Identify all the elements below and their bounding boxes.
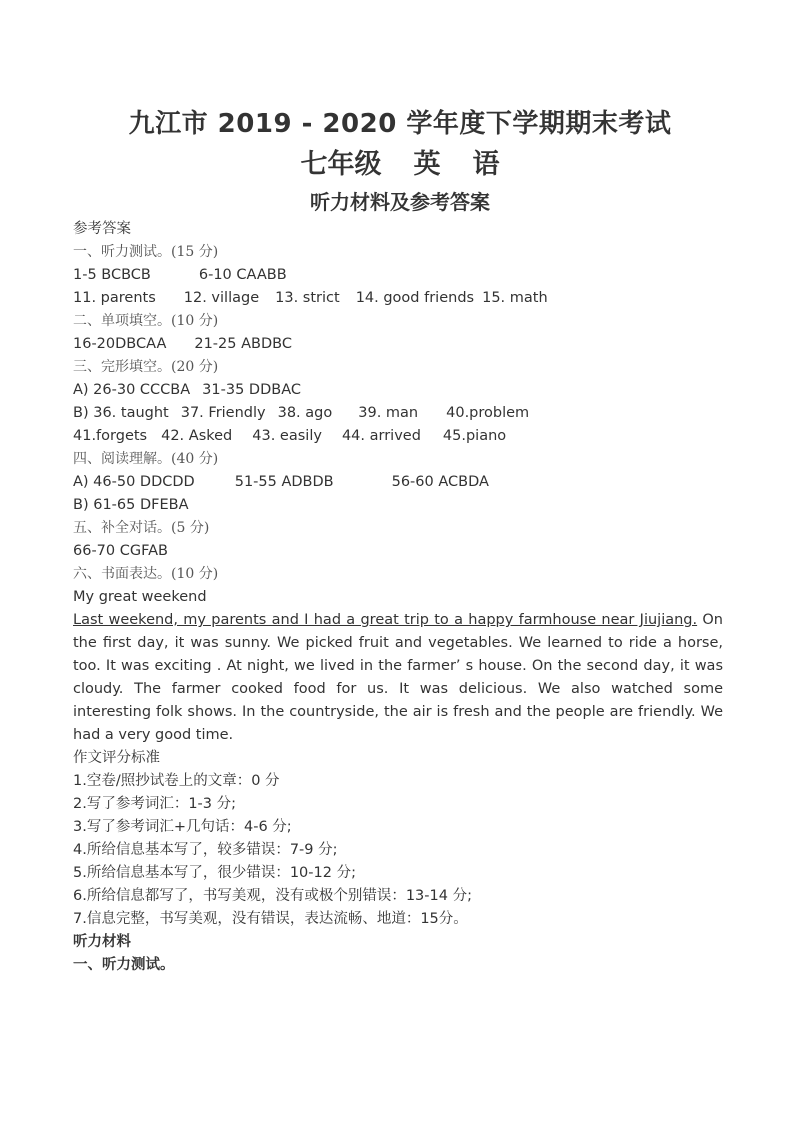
section-6-title: 六、书面表达。(10 分) [73, 566, 219, 582]
section-3-row-b [73, 402, 723, 425]
answer-group: 51-55 ADBDB [234, 474, 334, 490]
answer-item: 41.forgets [73, 428, 148, 444]
grade-subject [0, 142, 800, 181]
scoring-item: 6.所给信息都写了，书写美观，没有或极个别错误：13-14 分; [73, 888, 472, 904]
answer-item: 43. easily [252, 428, 322, 444]
answer-item: 15. math [482, 290, 548, 306]
scoring-item: 3.写了参考词汇+几句话：4-6 分; [73, 819, 292, 835]
answer-group: 6-10 CAABB [198, 267, 287, 283]
scoring-item: 7.信息完整，书写美观，没有错误，表达流畅、地道：15分。 [73, 911, 468, 927]
answer-item: 42. Asked [161, 428, 233, 444]
answer-item: 39. man [358, 405, 419, 421]
answer-item: 40.problem [446, 405, 530, 421]
answer-group: 1-5 BCBCB [73, 267, 151, 283]
scoring-item: 4.所给信息基本写了，较多错误：7-9 分; [73, 842, 338, 858]
scoring-item: 5.所给信息基本写了，很少错误：10-12 分; [73, 865, 356, 881]
section-3-row-c [73, 425, 723, 448]
subject-char-2: 语 [472, 149, 500, 180]
answer-item: 37. Friendly [180, 405, 266, 421]
section-5-row: 66-70 CGFAB [73, 543, 168, 559]
essay-body [73, 609, 723, 747]
section-4-row-b: B) 61-65 DFEBA [73, 497, 189, 513]
section-1-row-2 [73, 287, 723, 310]
section-2-title: 二、单项填空。(10 分) [73, 313, 219, 329]
answer-group: 56-60 ACBDA [391, 474, 489, 490]
scoring-item: 1.空卷/照抄试卷上的文章：0 分 [73, 773, 280, 789]
section-2-row [73, 333, 723, 356]
subject-char-1: 英 [413, 149, 441, 180]
section-4-row-a [73, 471, 723, 494]
answer-group: 31-35 DDBAC [202, 382, 301, 398]
section-5-title: 五、补全对话。(5 分) [73, 520, 210, 536]
answer-group: A) 26-30 CCCBA [73, 382, 191, 398]
answer-item: 45.piano [442, 428, 507, 444]
section-1-title: 一、听力测试。(15 分) [73, 244, 219, 260]
section-3-title: 三、完形填空。(20 分) [73, 359, 219, 375]
section-4-title: 四、阅读理解。(40 分) [73, 451, 219, 467]
scoring-item: 2.写了参考词汇：1-3 分; [73, 796, 237, 812]
essay-text: On the first day, it was sunny. We picked fruit and vegetables. We learned to ride a horse, too. It was exciting . At night, we lived in the farmer’ s house. On the second day, it was cloudy. The farmer cooked food for us. It was delicious. We also watched some interesting folk shows. In the countryside, the air is fresh and the people are friendly. We had a very good time. [73, 612, 723, 743]
section-1-row-1 [73, 264, 723, 287]
listening-heading: 听力材料 [73, 934, 131, 950]
answer-group: 21-25 ABDBC [194, 336, 292, 352]
answer-item: 14. good friends [355, 290, 475, 306]
page-subtitle: 听力材料及参考答案 [310, 190, 490, 214]
answers-heading: 参考答案 [73, 221, 131, 237]
answer-item: B) 36. taught [73, 405, 169, 421]
answer-item: 13. strict [275, 290, 340, 306]
essay-title: My great weekend [73, 589, 207, 605]
listening-section-1-title: 一、听力测试。 [73, 957, 175, 973]
answer-group: A) 46-50 DDCDD [73, 474, 195, 490]
exam-title: 九江市 2019 - 2020 学年度下学期期末考试 [128, 109, 672, 139]
essay-underlined-sentence: Last weekend, my parents and I had a great trip to a happy farmhouse near Jiujiang. [73, 612, 698, 628]
answer-item: 11. parents [73, 290, 156, 306]
answer-item: 12. village [183, 290, 260, 306]
grade-label: 七年级 [300, 149, 382, 180]
answer-group: 16-20DBCAA [73, 336, 167, 352]
answer-content [73, 218, 723, 977]
answer-item: 44. arrived [341, 428, 421, 444]
section-3-row-a [73, 379, 723, 402]
answer-item: 38. ago [277, 405, 333, 421]
scoring-title: 作文评分标准 [73, 750, 160, 766]
